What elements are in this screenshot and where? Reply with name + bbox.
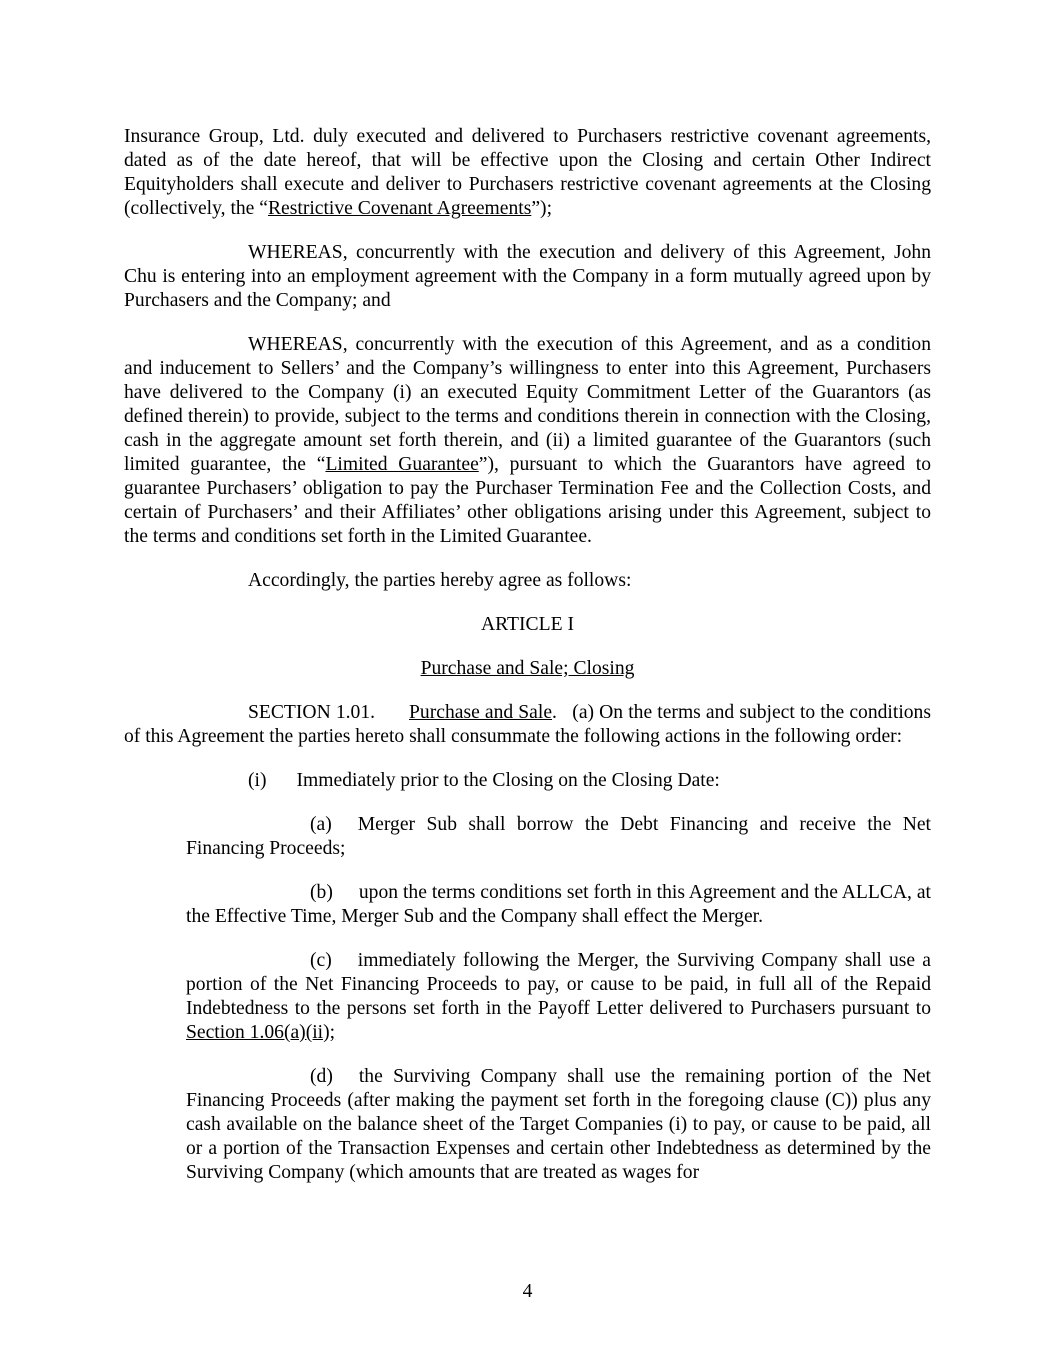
subclause-c — [186, 949, 931, 1045]
section-heading: Purchase and Sale — [409, 702, 553, 723]
subclause-text: the Surviving Company shall use the remaining portion of the Net Financing Proceeds (after making the payment set forth in the foregoing clause (C)) plus any cash available on the balance sheet of the Target Companies (i) to pay, or cause to be paid, all or a portion of the Transaction Expenses and certain other Indebtedness as determined by the Surviving Company (which amounts that are treated as wages for — [186, 1066, 931, 1183]
clause-text: Immediately prior to the Closing on the Closing Date: — [296, 770, 720, 791]
subclause-text: immediately following the Merger, the Surviving Company shall use a portion of the Net Financing Proceeds to pay, or cause to be paid, in full all of the Repaid Indebtedness to the persons set forth in the Payoff Letter delivered to Purchasers pursuant to — [186, 950, 931, 1019]
recital-equity-commitment — [124, 333, 931, 549]
section-heading-period: . — [552, 702, 557, 723]
subclause-label: (c) — [310, 950, 332, 971]
subclause-a — [186, 813, 931, 861]
section-1-01 — [124, 701, 931, 749]
clause-i — [248, 769, 931, 793]
document-page — [124, 125, 931, 1205]
defined-term-limited-guarantee: Limited Guarantee — [325, 454, 479, 475]
article-title-text: Purchase and Sale; Closing — [420, 658, 635, 679]
section-reference-link: Section 1.06(a)(ii); — [186, 1022, 336, 1043]
subclause-label: (b) — [310, 882, 333, 903]
subclause-b — [186, 881, 931, 929]
subclause-label: (d) — [310, 1066, 333, 1087]
subclause-text: Merger Sub shall borrow the Debt Financing and receive the Net Financing Proceeds; — [186, 814, 931, 859]
recital-employment-agreement: WHEREAS, concurrently with the execution and delivery of this Agreement, John Chu is entering into an employment agreement with the Company in a form mutually agreed upon by Purchasers and the Company; and — [124, 242, 931, 311]
recital-restrictive-covenants — [124, 125, 931, 221]
article-number: ARTICLE I — [481, 614, 574, 635]
recital-text-end: ”), pursuant to which the Guarantors have agreed to guarantee Purchasers’ obligation to pay the Purchaser Termination Fee and the Collection Costs, and certain of Purchasers’ and their Affiliates’ other obligations arising under this Agreement, subject to the terms and conditions set forth in the Limited Guarantee. — [124, 454, 931, 547]
section-number: SECTION 1.01. — [248, 702, 376, 723]
subclause-text: upon the terms conditions set forth in this Agreement and the ALLCA, at the Effective Time, Merger Sub and the Company shall effect the Merger. — [186, 882, 931, 927]
recital-text: Insurance Group, Ltd. duly executed and delivered to Purchasers restrictive covenant agreements, dated as of the date hereof, that will be effective upon the Closing and certain Other Indirect Equityholders shall execute and deliver to Purchasers restrictive covenant agreements at the Closing (collectively, the “ — [124, 126, 931, 219]
subclause-d — [186, 1065, 931, 1185]
defined-term-restrictive-covenant-agreements: Restrictive Covenant Agreements — [267, 198, 532, 219]
subclause-label: (a) — [310, 814, 332, 835]
agreement-statement: Accordingly, the parties hereby agree as follows: — [248, 570, 632, 591]
clause-label: (i) — [248, 770, 267, 791]
recital-text: WHEREAS, concurrently with the execution of this Agreement, and as a condition and inducement to Sellers’ and the Company’s willingness to enter into this Agreement, Purchasers have delivered to the Company (i) an executed Equity Commitment Letter of the Guarantors (as defined therein) to provide, subject to the terms and conditions therein in connection with the Closing, cash in the aggregate amount set forth therein, and (ii) a limited guarantee of the Guarantors (such limited guarantee, the “ — [124, 334, 931, 475]
page-number: 4 — [522, 1281, 533, 1302]
recital-text-end: ”); — [531, 198, 553, 219]
section-text: (a) On the terms and subject to the conditions of this Agreement the parties hereto shall consummate the following actions in the following order: — [124, 702, 931, 747]
article-title — [124, 657, 931, 681]
